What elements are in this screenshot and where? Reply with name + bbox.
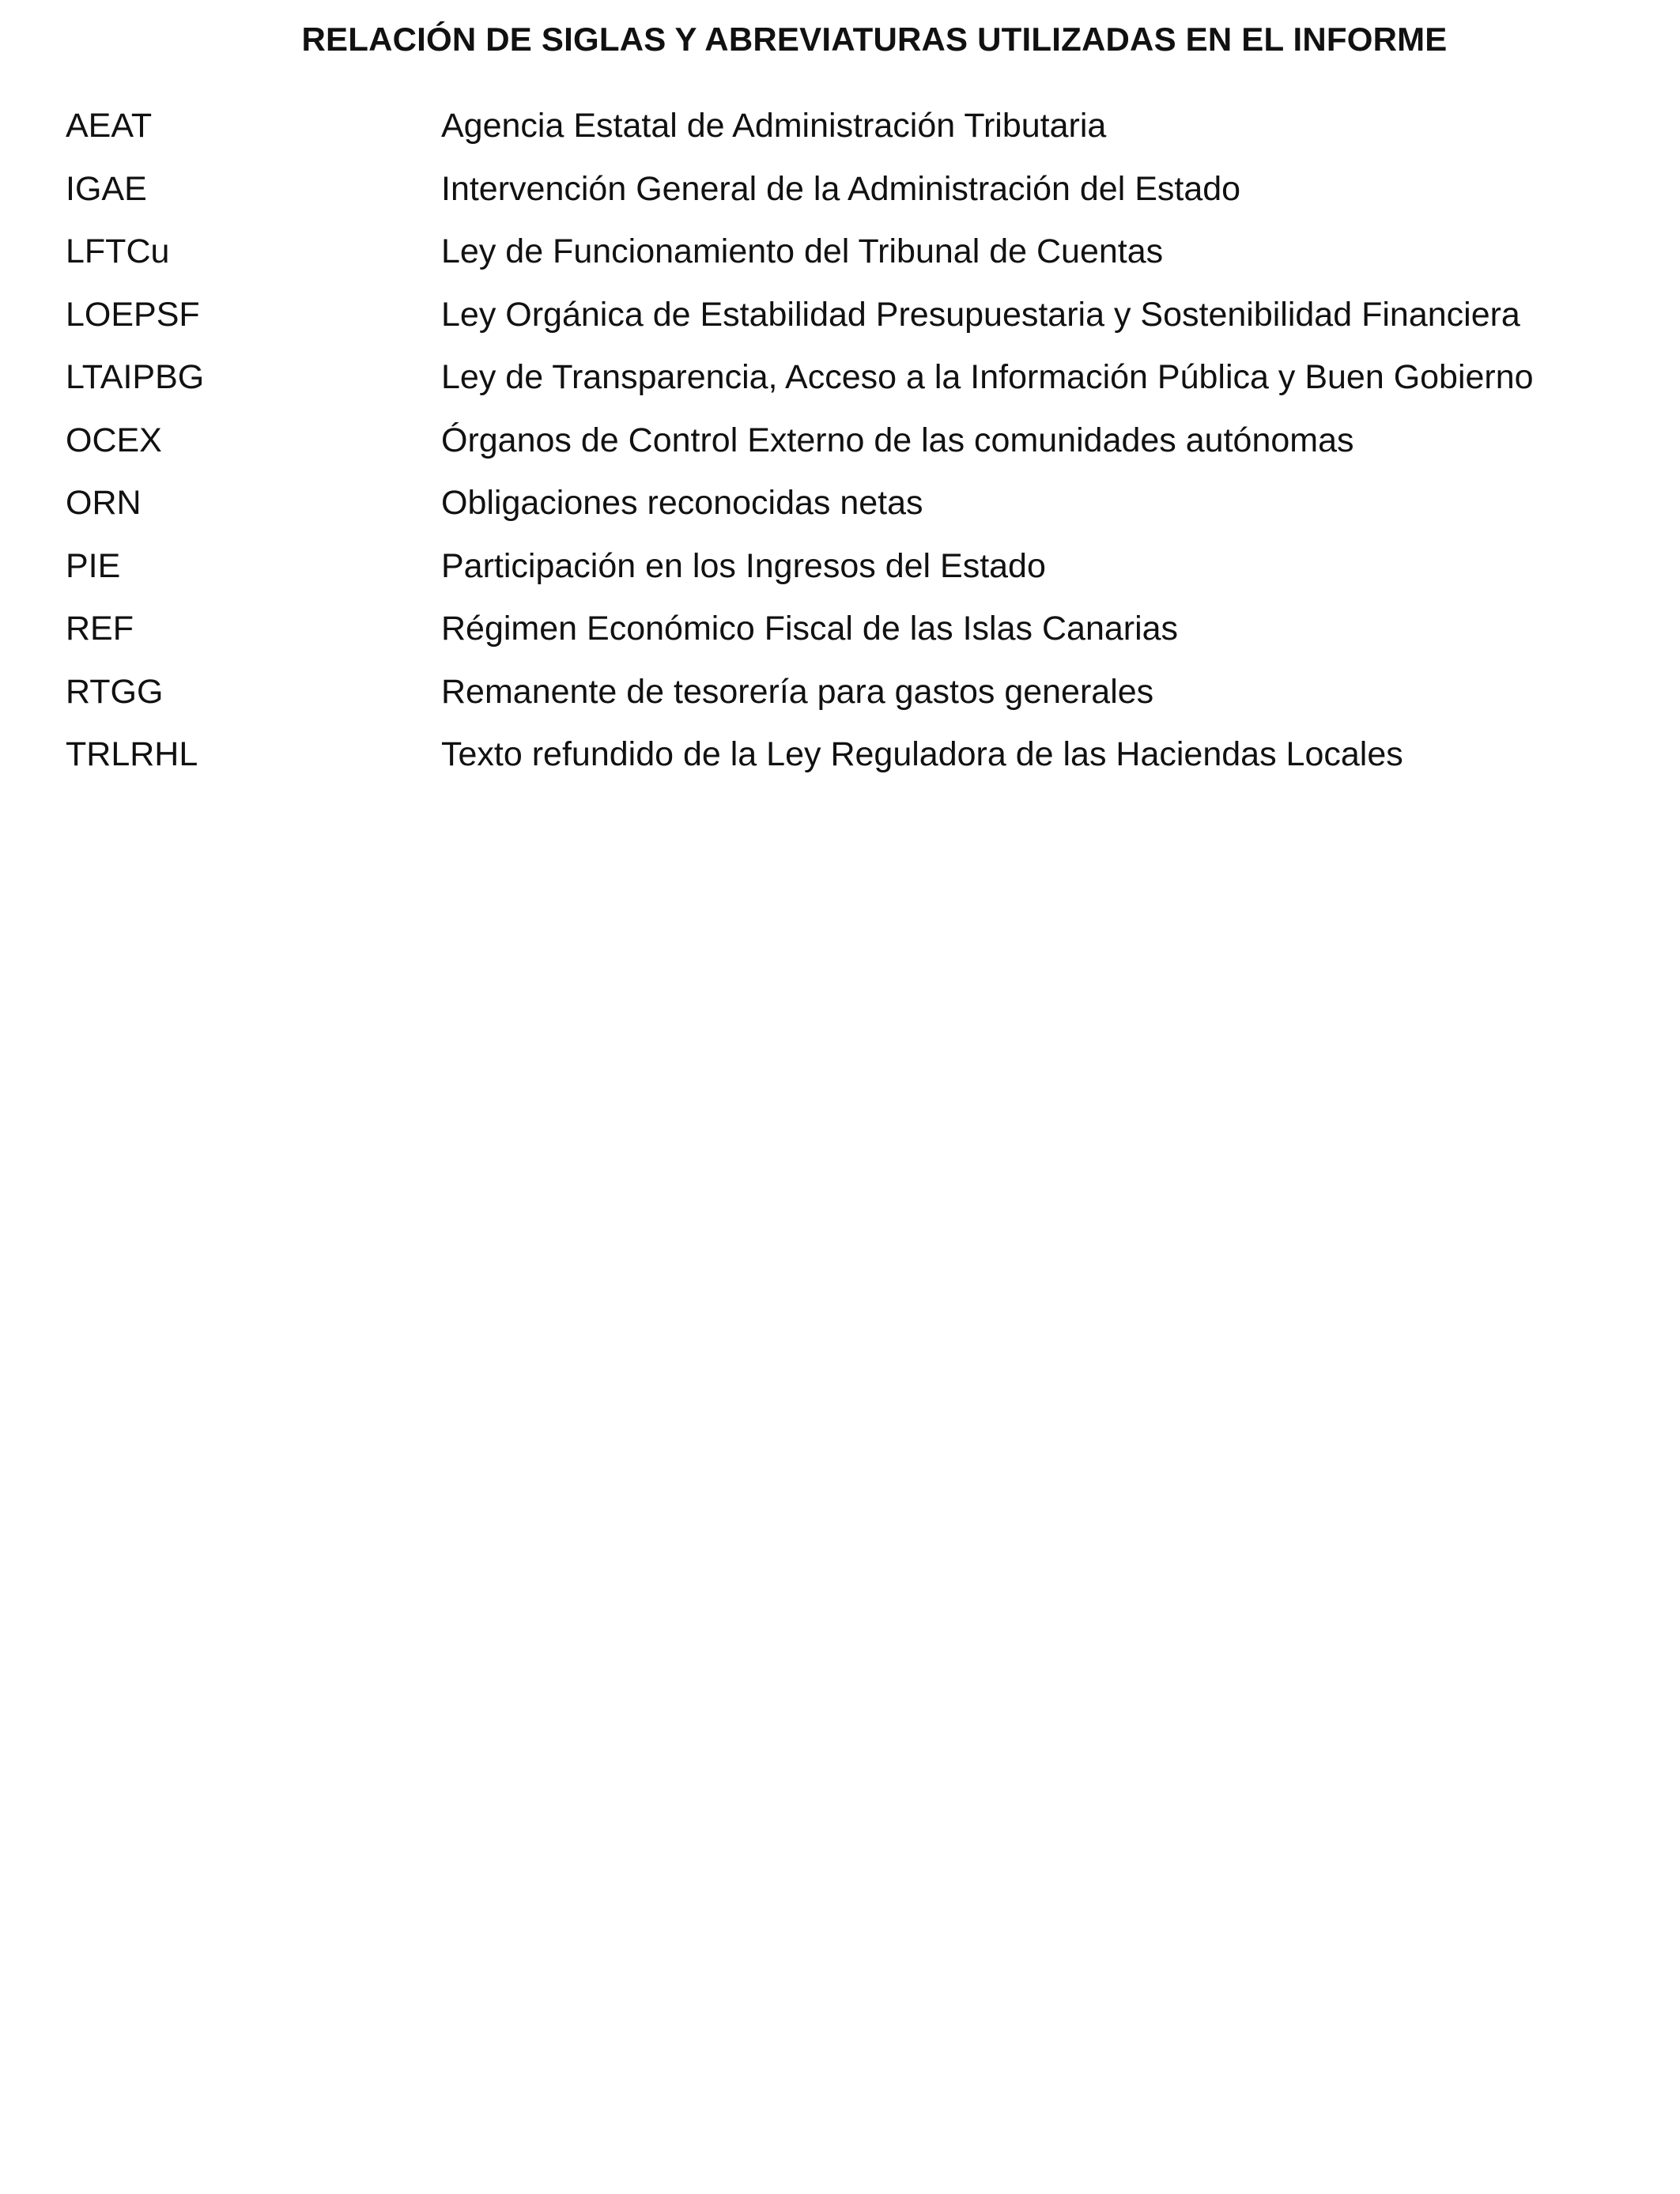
abbreviation-description: Régimen Económico Fiscal de las Islas Canarias xyxy=(441,610,1179,648)
list-item xyxy=(66,100,1647,164)
abbreviation-code: PIE xyxy=(66,546,121,585)
abbreviation-code: AEAT xyxy=(66,107,153,145)
abbreviation-code: RTGG xyxy=(66,672,164,711)
list-item xyxy=(66,415,1647,478)
abbreviation-code: REF xyxy=(66,610,134,648)
list-item xyxy=(66,226,1647,289)
abbreviation-description: Obligaciones reconocidas netas xyxy=(441,484,923,522)
abbreviation-description: Órganos de Control Externo de las comunidades autónomas xyxy=(441,421,1354,459)
abbreviation-description: Remanente de tesorería para gastos generales xyxy=(441,672,1154,711)
list-item xyxy=(66,478,1647,541)
abbreviation-description: Ley de Transparencia, Acceso a la Información Pública y Buen Gobierno xyxy=(441,358,1534,396)
abbreviation-description: Agencia Estatal de Administración Tributaria xyxy=(441,107,1107,145)
abbreviation-description: Intervención General de la Administración del Estado xyxy=(441,169,1241,208)
list-item xyxy=(66,729,1647,792)
list-item xyxy=(66,667,1647,730)
abbreviation-code: LOEPSF xyxy=(66,295,200,334)
abbreviation-code: IGAE xyxy=(66,169,147,208)
abbreviation-description: Participación en los Ingresos del Estado xyxy=(441,546,1046,585)
abbreviation-description: Ley de Funcionamiento del Tribunal de Cuentas xyxy=(441,232,1164,270)
list-item xyxy=(66,164,1647,227)
abbreviation-code: LTAIPBG xyxy=(66,358,205,396)
abbreviation-description: Texto refundido de la Ley Reguladora de las Haciendas Locales xyxy=(441,735,1403,773)
abbreviations-list xyxy=(66,100,1647,792)
abbreviation-code: LFTCu xyxy=(66,232,170,270)
abbreviation-code: OCEX xyxy=(66,421,162,459)
abbreviation-code: ORN xyxy=(66,484,142,522)
list-item xyxy=(66,541,1647,604)
abbreviation-code: TRLRHL xyxy=(66,735,198,773)
list-item xyxy=(66,352,1647,415)
list-item xyxy=(66,289,1647,353)
abbreviation-description: Ley Orgánica de Estabilidad Presupuestaria y Sostenibilidad Financiera xyxy=(441,295,1520,334)
list-item xyxy=(66,603,1647,667)
page-title: RELACIÓN DE SIGLAS Y ABREVIATURAS UTILIZADAS EN EL INFORME xyxy=(301,21,1448,58)
